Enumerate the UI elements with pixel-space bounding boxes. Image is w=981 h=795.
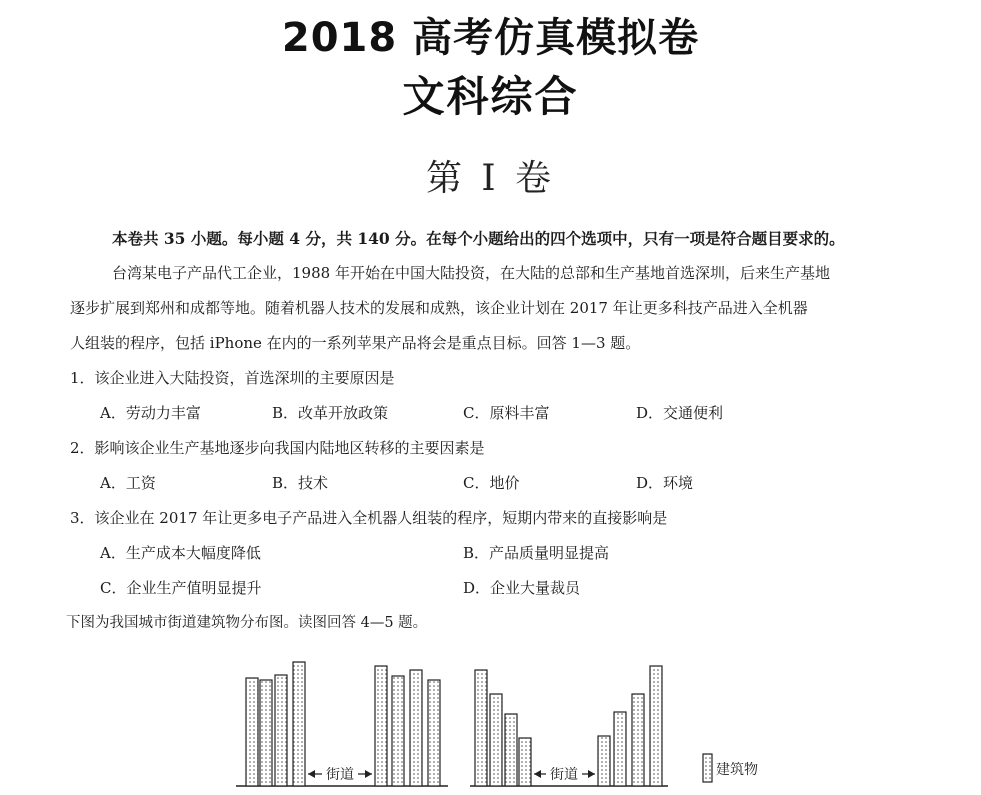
question-2-stem: 2．影响该企业生产基地逐步向我国内陆地区转移的主要因素是 xyxy=(70,439,485,457)
building xyxy=(519,738,531,786)
building xyxy=(475,670,487,786)
question-3-option-b: B．产品质量明显提高 xyxy=(463,544,610,562)
building xyxy=(598,736,610,786)
passage-line-1: 台湾某电子产品代工企业，1988 年开始在中国大陆投资，在大陆的总部和生产基地首选深圳，后来生产基地 xyxy=(112,264,830,282)
building xyxy=(650,666,662,786)
question-1-option-b: B．改革开放政策 xyxy=(272,404,389,422)
question-2-option-a: A．工资 xyxy=(100,474,156,492)
building xyxy=(490,694,502,786)
question-2-option-b: B．技术 xyxy=(272,474,329,492)
building xyxy=(505,714,517,786)
building xyxy=(293,662,305,786)
question-1-option-a: A．劳动力丰富 xyxy=(100,404,201,422)
instructions: 本卷共 35 小题。每小题 4 分，共 140 分。在每个小题给出的四个选项中，只有一项是符合题目要求的。 xyxy=(112,229,845,248)
exam-title: 2018 高考仿真模拟卷 xyxy=(281,15,700,61)
question-3-option-d: D．企业大量裁员 xyxy=(463,579,581,597)
legend-label: 建筑物 xyxy=(716,762,758,778)
question-3-option-c: C．企业生产值明显提升 xyxy=(100,579,262,597)
street-buildings-diagram xyxy=(0,640,981,795)
question-1-option-d: D．交通便利 xyxy=(636,404,724,422)
question-2-option-d: D．环境 xyxy=(636,474,694,492)
question-3-option-a: A．生产成本大幅度降低 xyxy=(100,544,261,562)
building xyxy=(260,680,272,786)
building xyxy=(375,666,387,786)
building xyxy=(392,676,404,786)
building xyxy=(410,670,422,786)
passage-line-3: 人组装的程序，包括 iPhone 在内的一系列苹果产品将会是重点目标。回答 1—3 题。 xyxy=(70,334,641,352)
street-label-right: 街道 xyxy=(550,767,578,783)
building xyxy=(614,712,626,786)
section-title: 第 I 卷 xyxy=(425,158,556,199)
street-label-left: 街道 xyxy=(326,767,354,783)
building xyxy=(275,675,287,786)
exam-subtitle: 文科综合 xyxy=(402,72,579,121)
passage-line-2: 逐步扩展到郑州和成都等地。随着机器人技术的发展和成熟，该企业计划在 2017 年让更多科技产品进入全机器 xyxy=(70,299,808,317)
legend-swatch-icon xyxy=(703,754,712,782)
question-3-stem: 3．该企业在 2017 年让更多电子产品进入全机器人组装的程序，短期内带来的直接影响是 xyxy=(70,509,668,527)
figure-intro: 下图为我国城市街道建筑物分布图。读图回答 4—5 题。 xyxy=(66,615,428,631)
building xyxy=(246,678,258,786)
building xyxy=(632,694,644,786)
question-2-option-c: C．地价 xyxy=(463,474,520,492)
question-1-option-c: C．原料丰富 xyxy=(463,404,550,422)
question-1-stem: 1．该企业进入大陆投资，首选深圳的主要原因是 xyxy=(70,369,395,387)
building xyxy=(428,680,440,786)
